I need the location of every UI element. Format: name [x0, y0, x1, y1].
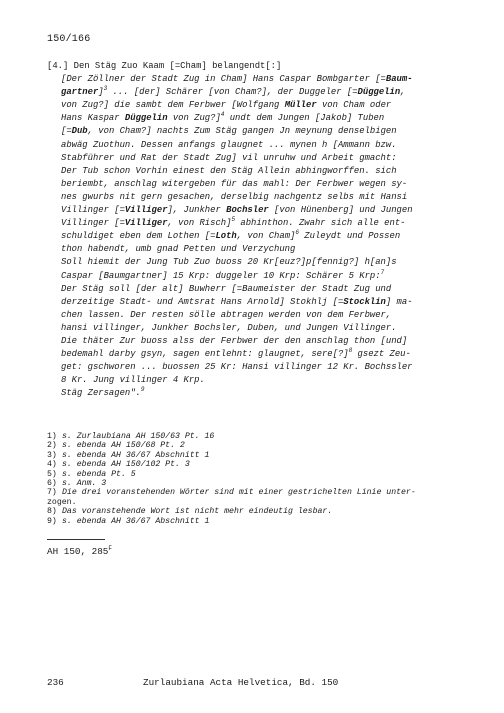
- text-segment: ], Junkher: [167, 205, 227, 216]
- footnote-text: s. ebenda AH 150/68 Pt. 2: [62, 441, 185, 451]
- text-segment: hansi villinger, Junkher Bochsler, Duben, und Jungen Villinger.: [61, 322, 397, 333]
- emphasized-name: Loth: [215, 231, 237, 242]
- emphasized-name: Düggelin: [357, 87, 401, 98]
- emphasized-name: Baum-: [385, 74, 413, 85]
- text-line: [47, 204, 467, 217]
- text-segment: Zuleydt und Possen: [298, 231, 401, 242]
- footnote-number: 2): [47, 441, 57, 451]
- source-reference: [47, 546, 112, 557]
- text-line: [47, 178, 467, 191]
- text-segment: [=: [61, 126, 72, 137]
- footnote-text: s. Anm. 3: [62, 479, 107, 489]
- text-segment: thon habendt, umb gnad Petten und Verzychung: [61, 244, 296, 255]
- text-line: [47, 139, 467, 152]
- text-segment: abwäg Zuothun. Dessen anfangs glaugnet ... mynen h [Ammann bzw.: [61, 139, 397, 150]
- footnote-number: 9): [47, 516, 57, 526]
- text-line: [47, 270, 467, 283]
- text-segment: ] ma-: [385, 296, 413, 307]
- emphasized-name: gartner: [61, 87, 99, 98]
- text-line: [47, 73, 467, 86]
- text-line: [47, 152, 467, 165]
- emphasized-name: Stocklin: [343, 296, 386, 307]
- document-body: [47, 60, 467, 400]
- text-segment: Villinger [=: [61, 218, 125, 229]
- text-line: [47, 243, 467, 256]
- footnote-item: [47, 451, 467, 460]
- text-segment: [von Hünenberg] und Jungen: [268, 205, 413, 216]
- footnote-text: s. ebenda AH 36/67 Abschnitt 1: [62, 516, 210, 526]
- footnote-number: 4): [47, 460, 57, 470]
- text-segment: Caspar [Baumgartner] 15 Krp: duggeler 10 Krp: Schärer 5 Krp:: [61, 270, 381, 281]
- text-segment: derzeitige Stadt- und Amtsrat Hans Arnold] Stokhlj [=: [61, 296, 344, 307]
- footnote-item: [47, 470, 467, 479]
- text-line: [47, 322, 467, 335]
- text-line: [47, 86, 467, 99]
- text-line: [47, 348, 467, 361]
- footnote-item: [47, 517, 467, 526]
- emphasized-name: Villiger: [124, 218, 168, 229]
- source-reference-text: AH 150, 285: [47, 546, 109, 557]
- text-segment: bedemahl darby gsyn, sagen entlehnt: glaugnet, sere[?]: [61, 349, 349, 360]
- footnote-marker: 3: [103, 85, 108, 93]
- emphasized-name: Villiger: [124, 205, 168, 216]
- text-line: [47, 165, 467, 178]
- footnote-marker: 5: [231, 216, 236, 224]
- text-line: [47, 112, 467, 125]
- text-segment: , von Risch]: [167, 218, 232, 229]
- text-segment: Soll hiemit der Jung Tub Zuo buoss 20 Kr[euz?]p[fennig?] h[an]s: [61, 257, 397, 268]
- text-line: [47, 217, 467, 230]
- text-line: [47, 99, 467, 112]
- footnote-item: [47, 460, 467, 469]
- text-line: [47, 309, 467, 322]
- footnote-marker: 8: [348, 347, 353, 355]
- footnote-item: [47, 441, 467, 450]
- footnote-number: 3): [47, 450, 57, 460]
- text-line: [47, 256, 467, 269]
- text-segment: nes gwurbs nit gern gesachen, derselbig nachgentz selbs mit Hansi: [61, 191, 408, 202]
- text-segment: von Zug?]: [167, 113, 221, 124]
- text-line: [47, 230, 467, 243]
- footnote-marker: 9: [140, 386, 145, 394]
- footer-page-number: 236: [47, 677, 64, 688]
- source-reference-sup: F: [108, 544, 112, 552]
- page-footer: [47, 677, 467, 710]
- text-segment: beriembt, anschlag witergeben für das mahl: Der Ferbwer wegen sy-: [61, 178, 408, 189]
- footnote-continuation: zogen.: [47, 497, 77, 507]
- text-segment: Hans Kaspar: [61, 113, 125, 124]
- text-line: [47, 335, 467, 348]
- text-segment: 8 Kr. Jung villinger 4 Krp.: [61, 375, 205, 386]
- text-segment: von Cham oder: [316, 100, 392, 111]
- footnote-text: Die drei voranstehenden Wörter sind mit einer gestrichelten Linie unter-: [62, 488, 416, 498]
- emphasized-name: Dub: [71, 126, 88, 137]
- text-segment: [Der Zöllner der Stadt Zug in Cham] Hans Caspar Bombgarter [=: [61, 74, 386, 85]
- text-segment: ,: [400, 87, 406, 98]
- text-segment: ... [der] Schärer [von Cham?], der Duggeler [=: [107, 87, 358, 98]
- footnote-number: 5): [47, 469, 57, 479]
- text-segment: chen lassen. Der resten sölle abtragen werden von dem Ferbwer,: [61, 309, 392, 320]
- text-segment: Villinger [=: [61, 205, 125, 216]
- footnote-text: s. ebenda AH 36/67 Abschnitt 1: [62, 450, 210, 460]
- text-segment: get: gschworen ... buossen 25 Kr: Hansi villinger 12 Kr. Bochssler: [61, 362, 413, 373]
- text-segment: abhinthon. Zwahr sich alle ent-: [235, 218, 406, 229]
- text-segment: ]: [98, 87, 104, 98]
- footnote-number: 6): [47, 479, 57, 489]
- separator-rule: [47, 539, 105, 540]
- emphasized-name: Bochsler: [226, 205, 269, 216]
- text-line: [47, 374, 467, 387]
- emphasized-name: Müller: [284, 100, 317, 111]
- text-segment: , von Cham?] nachts Zum Stäg gangen Jn meynung denselbigen: [87, 126, 397, 137]
- text-segment: Stabführer und Rat der Stadt Zug] vil unruhw und Arbeit gmacht:: [61, 152, 397, 163]
- footnote-number: 1): [47, 432, 57, 441]
- footnote-text: Das voranstehende Wort ist nicht mehr eindeutig lesbar.: [62, 507, 333, 517]
- page-counter: 150/166: [47, 34, 91, 45]
- footnote-marker: 4: [220, 111, 225, 119]
- footnote-text: s. ebenda Pt. 5: [62, 469, 136, 479]
- footnote-number: 8): [47, 507, 57, 517]
- text-segment: Der Tub schon Vorhin einest den Stäg Allein abhingworffen. sich: [61, 165, 397, 176]
- text-segment: Stäg Zersagen".: [61, 388, 141, 399]
- footer-title: Zurlaubiana Acta Helvetica, Bd. 150: [143, 677, 339, 688]
- footnote-item: [47, 507, 467, 516]
- footnote-marker: 7: [380, 268, 385, 276]
- footnote-item: [47, 488, 467, 497]
- footnote-text: s. ebenda AH 150/102 Pt. 3: [62, 460, 190, 470]
- emphasized-name: Düggelin: [124, 113, 168, 124]
- text-line: [47, 125, 467, 138]
- text-segment: , von Cham]: [236, 231, 296, 242]
- text-line: [47, 60, 467, 73]
- footnote-text: s. Zurlaubiana AH 150/63 Pt. 16: [62, 432, 215, 441]
- footnote-number: 7): [47, 488, 57, 498]
- text-line: [47, 283, 467, 296]
- text-segment: Die thäter Zur buoss alss der Ferbwer der den anschlag thon [und]: [61, 335, 408, 346]
- text-line: [47, 191, 467, 204]
- text-segment: gsezt Zeu-: [352, 349, 411, 360]
- footnote-item: [47, 432, 467, 441]
- text-line: [47, 296, 467, 309]
- text-segment: [4.] Den Stäg Zuo Kaam [=Cham] belangendt[:]: [47, 61, 282, 71]
- text-line: [47, 387, 467, 400]
- text-segment: Der Stäg soll [der alt] Buwherr [=Baumeister der Stadt Zug und: [61, 283, 392, 294]
- footnote-marker: 6: [295, 229, 299, 237]
- text-segment: undt dem Jungen [Jakob] Tuben: [224, 113, 385, 124]
- text-segment: schuldiget eben dem Lothen [=: [61, 231, 216, 242]
- text-line: [47, 361, 467, 374]
- footnotes-list: [47, 432, 467, 526]
- text-segment: von Zug?] die sambt dem Ferbwer [Wolfgang: [61, 100, 285, 111]
